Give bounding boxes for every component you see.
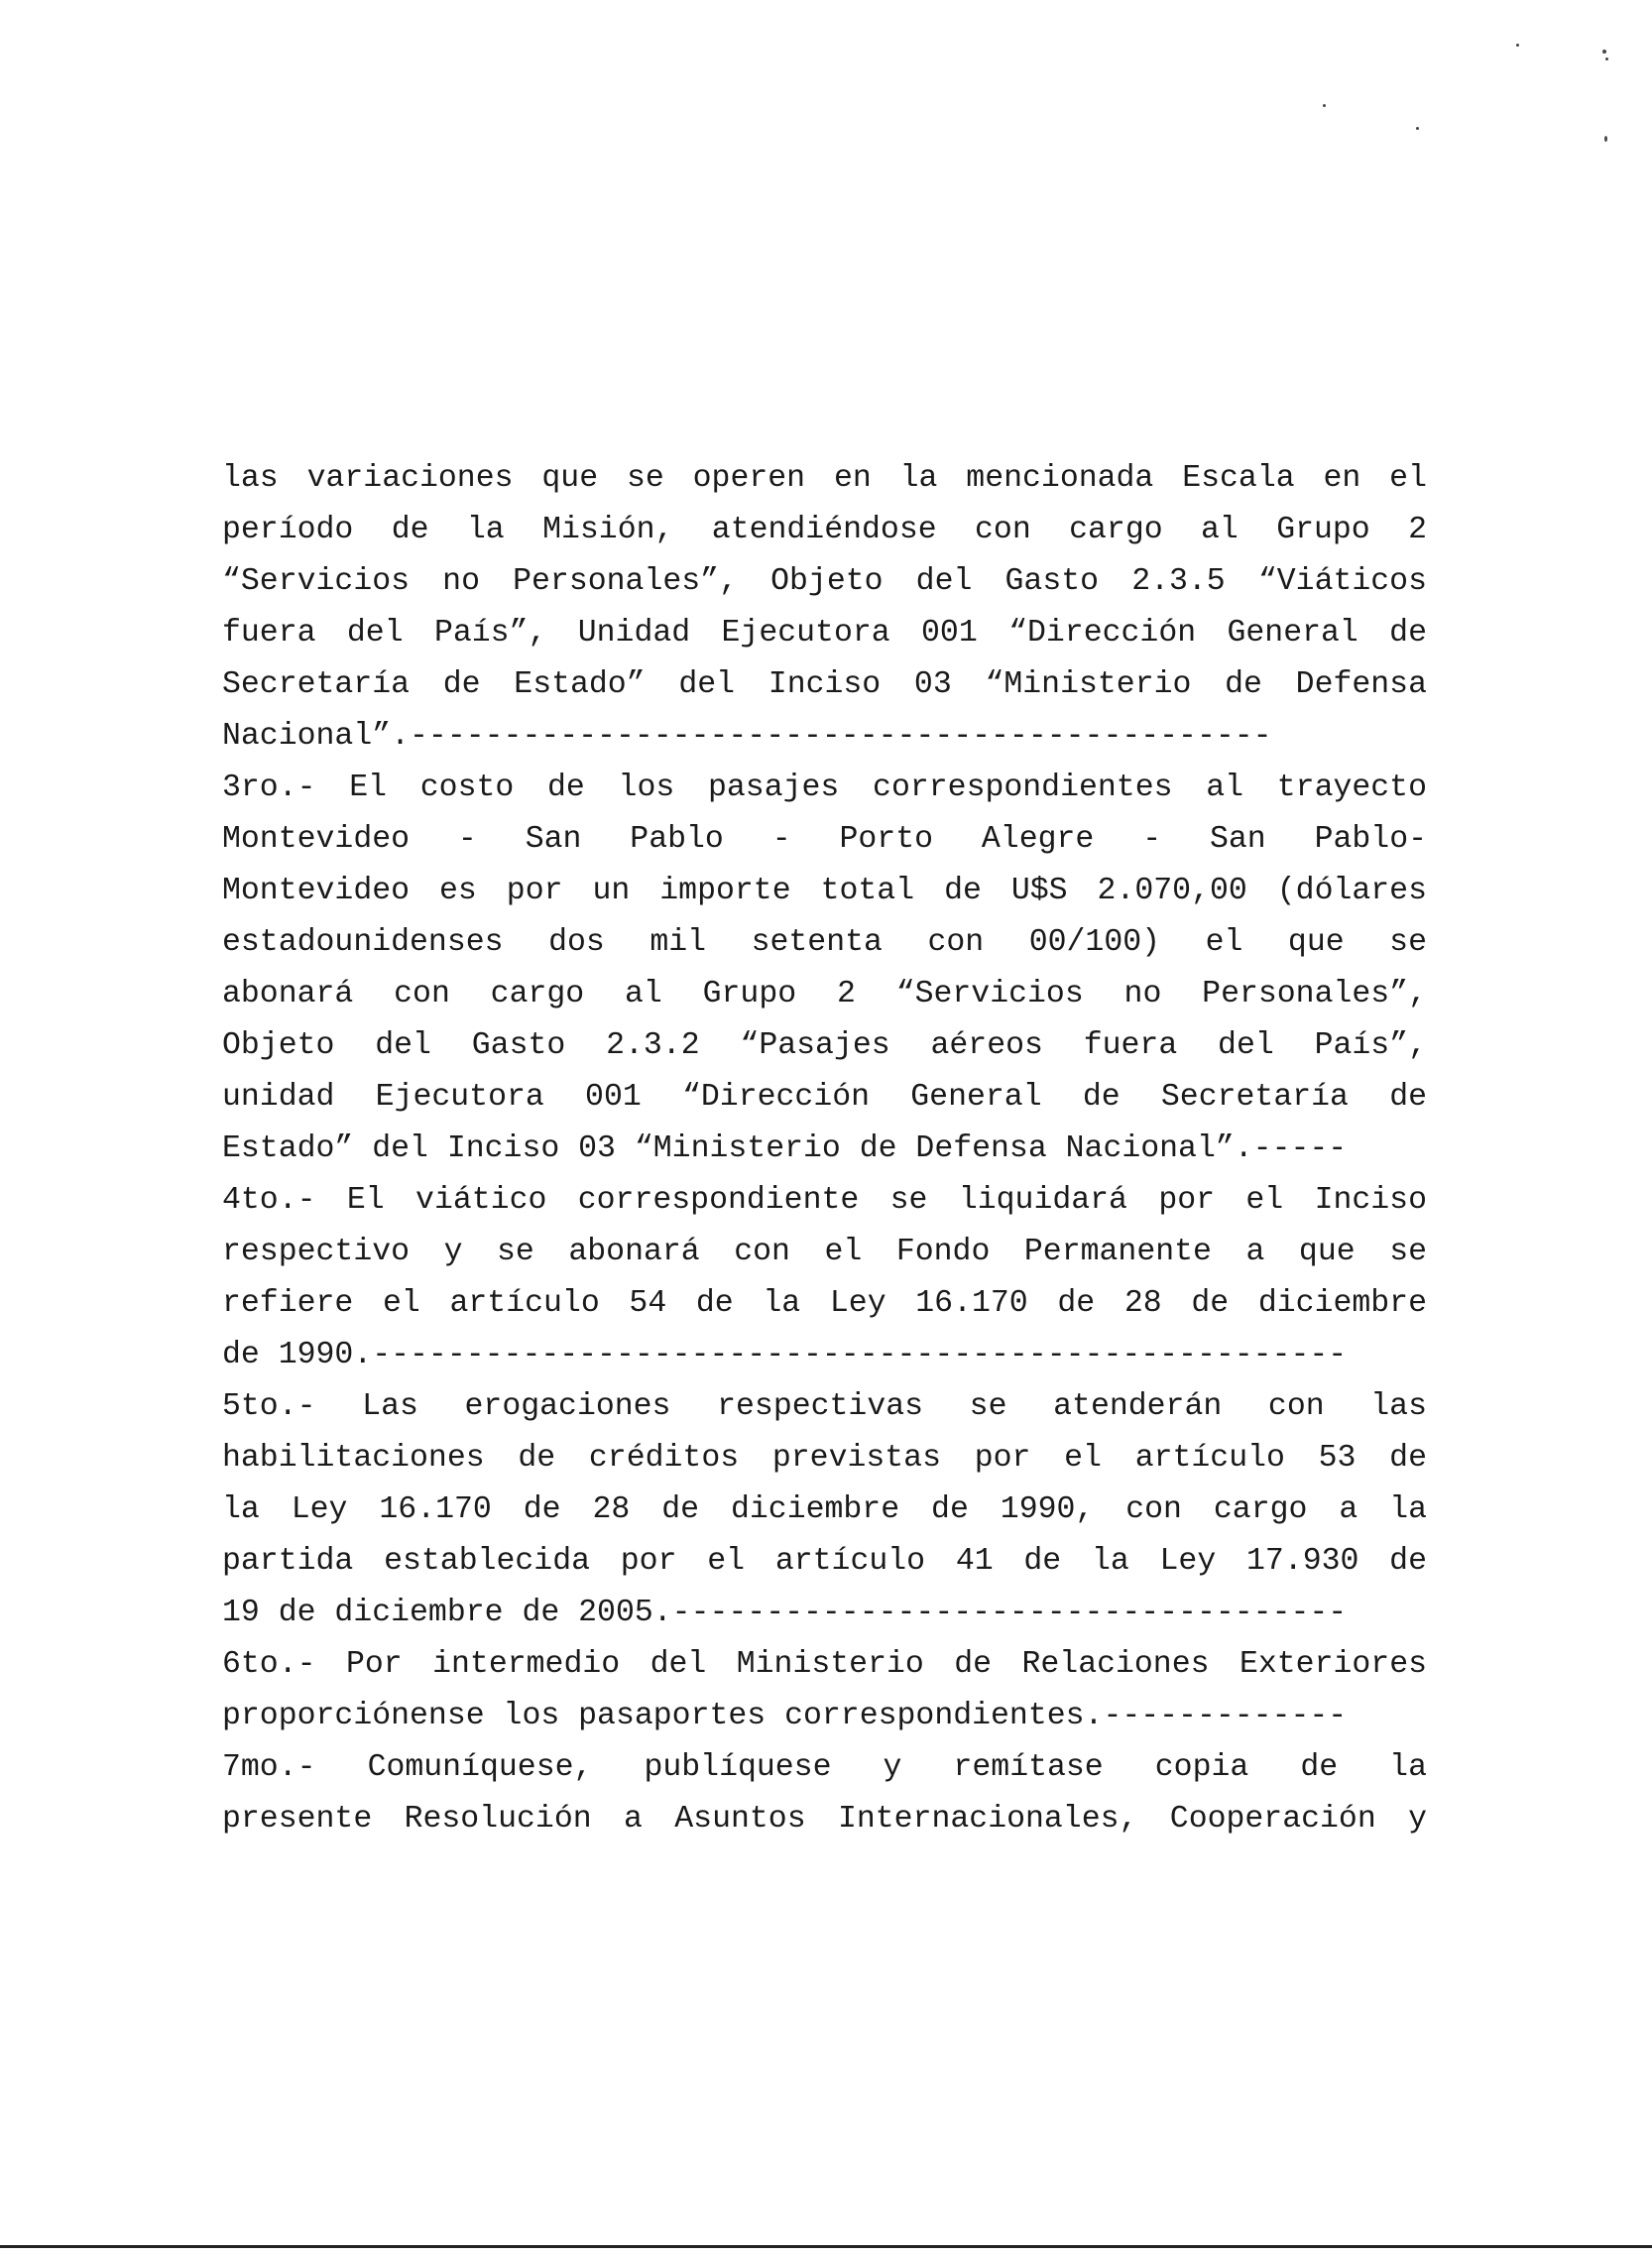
text-line: “Servicios no Personales”, Objeto del Gasto 2.3.5 “Viáticos [222,564,1427,599]
scan-speck [1323,104,1326,107]
text-line: 3ro.- El costo de los pasajes correspondientes al trayecto [222,771,1427,805]
text-line: estadounidenses dos mil setenta con 00/100) el que se [222,925,1427,960]
text-line: Montevideo - San Pablo - Porto Alegre - San Pablo- [222,822,1427,857]
text-line: Secretaría de Estado” del Inciso 03 “Ministerio de Defensa [222,667,1427,702]
text-line: habilitaciones de créditos previstas por el artículo 53 de [222,1441,1427,1476]
text-line: la Ley 16.170 de 28 de diciembre de 1990, con cargo a la [222,1492,1427,1527]
text-line: respectivo y se abonará con el Fondo Permanente a que se [222,1235,1427,1269]
text-line: 6to.- Por intermedio del Ministerio de Relaciones Exteriores [222,1647,1427,1682]
text-line: Nacional”.---------------------------------------------- [222,719,1272,754]
text-line: 5to.- Las erogaciones respectivas se atenderán con las [222,1389,1427,1424]
page-bottom-edge [0,2245,1652,2248]
text-line: partida establecida por el artículo 41 de la Ley 17.930 de [222,1544,1427,1579]
text-line: 7mo.- Comuníquese, publíquese y remítase copia de la [222,1750,1427,1785]
scan-speck [1416,127,1419,130]
scan-speck [1605,58,1608,60]
text-line: 19 de diciembre de 2005.------------------------------------ [222,1596,1348,1630]
text-line: 4to.- El viático correspondiente se liquidará por el Inciso [222,1183,1427,1218]
text-line: de 1990.---------------------------------------------------- [222,1338,1348,1372]
scan-speck [1516,44,1519,47]
text-line: proporciónense los pasaportes correspondientes.------------- [222,1699,1348,1733]
text-line: las variaciones que se operen en la mencionada Escala en el [222,461,1427,496]
text-line: abonará con cargo al Grupo 2 “Servicios no Personales”, [222,977,1427,1011]
text-line: Estado” del Inciso 03 “Ministerio de Defensa Nacional”.----- [222,1131,1348,1166]
text-line: Montevideo es por un importe total de U$S 2.070,00 (dólares [222,874,1427,908]
scan-speck [1602,50,1606,54]
text-line: refiere el artículo 54 de la Ley 16.170 de 28 de diciembre [222,1286,1427,1321]
text-line: Objeto del Gasto 2.3.2 “Pasajes aéreos fuera del País”, [222,1028,1427,1063]
text-line: fuera del País”, Unidad Ejecutora 001 “Dirección General de [222,616,1427,651]
resolution-body-text [222,453,1427,1845]
scan-speck [1604,136,1607,142]
text-line: presente Resolución a Asuntos Internacionales, Cooperación y [222,1802,1427,1837]
text-line: período de la Misión, atendiéndose con cargo al Grupo 2 [222,513,1427,547]
text-line: unidad Ejecutora 001 “Dirección General de Secretaría de [222,1080,1427,1115]
